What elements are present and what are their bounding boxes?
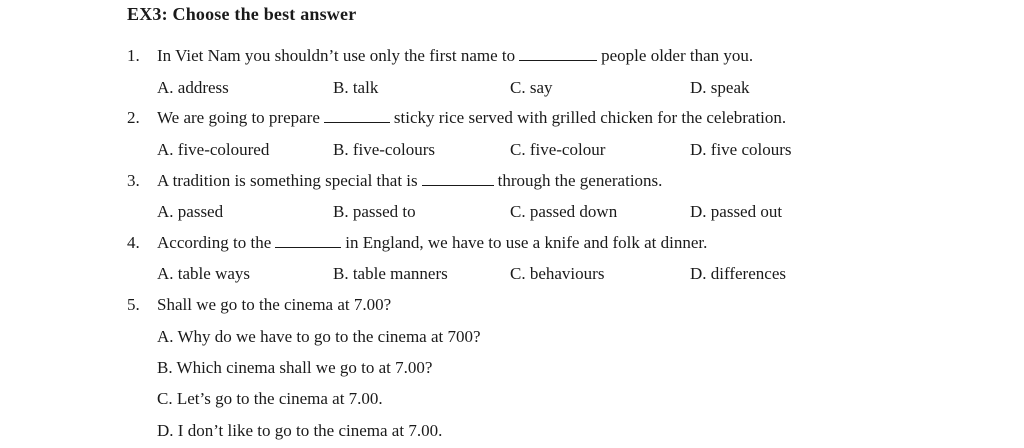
question-number: 3.	[127, 171, 140, 190]
option-c[interactable]: C. say	[510, 78, 553, 97]
question-3	[127, 171, 662, 191]
question-text: According to the	[157, 233, 272, 252]
question-5	[127, 295, 391, 315]
option-a[interactable]: A. table ways	[157, 264, 251, 283]
exercise-title: EX3: Choose the best answer	[127, 4, 357, 24]
question-text: We are going to prepare	[157, 108, 320, 127]
question-text: sticky rice served with grilled chicken for the celebration.	[393, 108, 787, 127]
option-b[interactable]: B. passed to	[333, 202, 416, 221]
option-d[interactable]: D. speak	[690, 78, 750, 97]
question-number: 4.	[127, 233, 140, 252]
question-text: people older than you.	[601, 46, 754, 65]
question-4	[127, 233, 707, 253]
answer-blank	[275, 233, 341, 248]
option-c[interactable]: C. five-colour	[510, 140, 606, 159]
option-c[interactable]: C. passed down	[510, 202, 618, 221]
question-1	[127, 46, 753, 66]
option-b[interactable]: B. five-colours	[333, 140, 435, 159]
question-text: In Viet Nam you shouldn’t use only the first name to	[157, 46, 516, 65]
question-number: 2.	[127, 108, 140, 127]
option-c[interactable]: C. behaviours	[510, 264, 605, 283]
option-d[interactable]: D. five colours	[690, 140, 792, 159]
question-2	[127, 108, 786, 128]
question-number: 5.	[127, 295, 140, 314]
option-a[interactable]: A. address	[157, 78, 229, 97]
option-a[interactable]: A. Why do we have to go to the cinema at 700?	[157, 327, 481, 346]
answer-blank	[324, 108, 390, 123]
option-a[interactable]: A. passed	[157, 202, 224, 221]
question-text: in England, we have to use a knife and folk at dinner.	[345, 233, 708, 252]
option-d[interactable]: D. I don’t like to go to the cinema at 7.00.	[157, 421, 443, 440]
question-text: through the generations.	[497, 171, 663, 190]
question-text: A tradition is something special that is	[157, 171, 418, 190]
option-d[interactable]: D. passed out	[690, 202, 783, 221]
question-text: Shall we go to the cinema at 7.00?	[157, 295, 392, 314]
question-number: 1.	[127, 46, 140, 65]
answer-blank	[422, 171, 494, 186]
option-a[interactable]: A. five-coloured	[157, 140, 270, 159]
option-c[interactable]: C. Let’s go to the cinema at 7.00.	[157, 389, 383, 408]
option-d[interactable]: D. differences	[690, 264, 786, 283]
option-b[interactable]: B. talk	[333, 78, 379, 97]
answer-blank	[519, 46, 597, 61]
option-b[interactable]: B. Which cinema shall we go to at 7.00?	[157, 358, 433, 377]
option-b[interactable]: B. table manners	[333, 264, 448, 283]
